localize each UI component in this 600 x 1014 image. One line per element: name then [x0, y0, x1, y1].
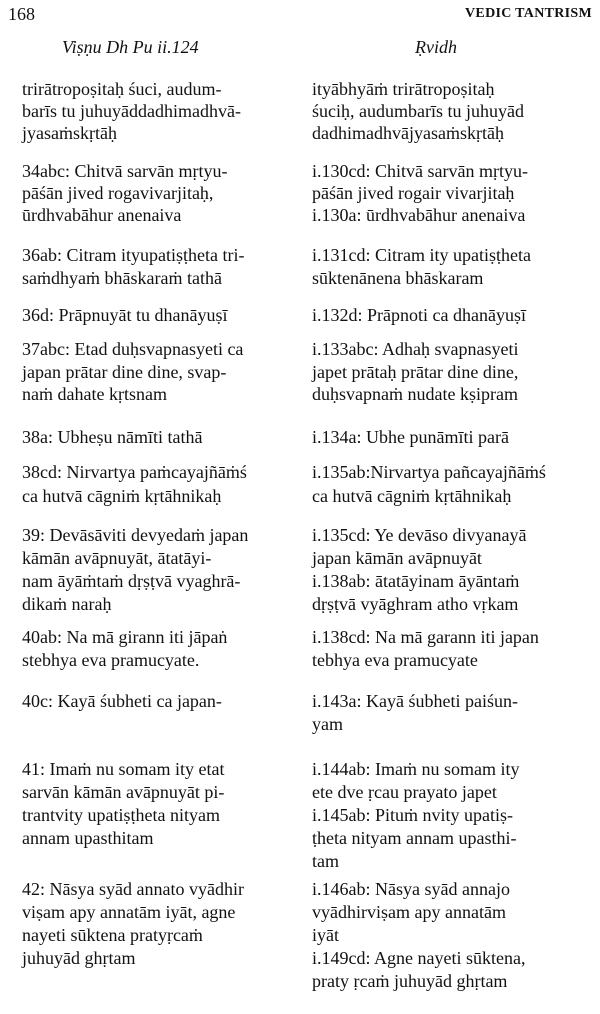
right-line: i.146ab: Nāsya syād annajo	[312, 879, 510, 899]
left-line: saṁdhyaṁ bhāskaraṁ tathā	[22, 268, 222, 288]
left-cell	[22, 758, 224, 850]
right-line: i.144ab: Imaṁ nu somam ity	[312, 759, 520, 779]
right-column-heading: Ṛvidh	[415, 37, 457, 57]
left-line: 39: Devāsāviti devyedaṁ japan	[22, 525, 249, 545]
left-cell	[22, 524, 248, 616]
left-line: 37abc: Etad duḥsvapnasyeti ca	[22, 339, 244, 359]
right-line: japan kāmān avāpnuyāt	[312, 548, 482, 568]
left-line: pāśān jived rogavivarjitaḥ,	[22, 183, 214, 204]
right-line: i.134a: Ubhe punāmīti parā	[312, 427, 509, 447]
left-line: juhuyād ghṛtam	[22, 948, 136, 968]
left-line: 36d: Prāpnuyāt tu dhanāyuṣī	[22, 305, 228, 325]
left-line: 38a: Ubheṣu nāmīti tathā	[22, 427, 203, 447]
right-cell	[312, 690, 518, 736]
right-cell	[312, 304, 526, 326]
right-line: i.130a: ūrdhvabāhur anenaiva	[312, 205, 526, 226]
right-line: pāśān jived rogair vivarjitaḥ	[312, 183, 515, 204]
right-line: ṭheta nityam annam upasthi-	[312, 828, 517, 848]
left-line: naṁ dahate kṛtsnam	[22, 384, 167, 405]
right-cell	[312, 244, 531, 290]
left-line: ūrdhvabāhur anenaiva	[22, 205, 182, 226]
left-line: barīs tu juhuyāddadhimadhvā-	[22, 101, 241, 122]
left-cell	[22, 78, 241, 145]
right-line: vyādhirviṣam apy annatām	[312, 902, 506, 922]
left-line: japan prātar dine dine, svap-	[22, 361, 227, 382]
left-line: dikaṁ naraḥ	[22, 594, 112, 614]
left-line: 36ab: Citram ityupatiṣṭheta tri-	[22, 245, 245, 265]
right-line: śuciḥ, audumbarīs tu juhuyād	[312, 101, 524, 122]
right-line: i.135ab:Nirvartya pañcayajñāṁś	[312, 462, 546, 482]
page-number: 168	[8, 4, 35, 24]
right-line: praty ṛcaṁ juhuyād ghṛtam	[312, 971, 508, 991]
running-title: VEDIC TANTRISM	[465, 6, 592, 21]
left-column-heading: Viṣṇu Dh Pu ii.124	[62, 37, 199, 57]
right-cell	[312, 758, 519, 873]
left-line: jyasaṁskṛtāḥ	[22, 123, 117, 144]
right-cell	[312, 460, 546, 508]
left-line: nam āyāṁtaṁ dṛṣṭvā vyaghrā-	[22, 571, 241, 591]
left-line: 40c: Kayā śubheti ca japan-	[22, 691, 222, 711]
right-line: i.132d: Prāpnoti ca dhanāyuṣī	[312, 305, 526, 325]
right-line: i.138ab: ātatāyinam āyāntaṁ	[312, 571, 520, 591]
left-line: nayeti sūktena pratyṛcaṁ	[22, 925, 203, 945]
right-line: iyāt	[312, 925, 339, 945]
right-line: ityābhyāṁ trirātropoṣitaḥ	[312, 79, 495, 99]
right-line: i.143a: Kayā śubheti paiśun-	[312, 691, 518, 711]
right-line: i.145ab: Pituṁ nvity upatiṣ-	[312, 805, 513, 825]
left-line: viṣam apy annatām iyāt, agne	[22, 902, 236, 922]
left-line: 41: Imaṁ nu somam ity etat	[22, 759, 225, 779]
left-cell	[22, 690, 222, 713]
right-line: i.130cd: Chitvā sarvān mṛtyu-	[312, 161, 528, 181]
right-line: sūktenānena bhāskaram	[312, 268, 484, 288]
left-line: stebhya eva pramucyate.	[22, 650, 200, 670]
right-cell	[312, 338, 518, 406]
right-line: i.138cd: Na mā garann iti japan	[312, 627, 539, 647]
right-line: dadhimadhvājyasaṁskṛtāḥ	[312, 123, 504, 144]
left-line: 34abc: Chitvā sarvān mṛtyu-	[22, 161, 228, 181]
left-cell	[22, 338, 243, 406]
left-line: kāmān avāpnuyāt, ātatāyi-	[22, 548, 212, 568]
right-line: tebhya eva pramucyate	[312, 650, 478, 670]
left-line: ca hutvā cāgniṁ kṛtāhnikaḥ	[22, 486, 222, 506]
right-cell	[312, 626, 539, 672]
left-line: annam upasthitam	[22, 828, 154, 848]
left-line: trantvity upatiṣṭheta nityam	[22, 805, 220, 825]
right-line: i.135cd: Ye devāso divyanayā	[312, 525, 527, 545]
left-line: 42: Nāsya syād annato vyādhir	[22, 879, 244, 899]
left-cell	[22, 426, 202, 448]
left-line: sarvān kāmān avāpnuyāt pi-	[22, 782, 225, 802]
right-line: dṛṣṭvā vyāghram atho vṛkam	[312, 594, 519, 614]
right-line: tam	[312, 851, 339, 871]
left-cell	[22, 304, 227, 326]
left-line: trirātropoṣitaḥ śuci, audum-	[22, 79, 222, 99]
right-line: ca hutvā cāgniṁ kṛtāhnikaḥ	[312, 486, 512, 506]
right-cell	[312, 78, 524, 145]
right-cell	[312, 426, 509, 448]
right-line: japet prātaḥ prātar dine dine,	[312, 361, 519, 382]
right-line: ete dve ṛcau prayato japet	[312, 782, 497, 802]
left-line: 38cd: Nirvartya paṁcayajñāṁś	[22, 462, 247, 482]
right-line: i.133abc: Adhaḥ svapnasyeti	[312, 339, 519, 359]
left-cell	[22, 626, 227, 672]
left-cell	[22, 460, 247, 508]
left-line: 40ab: Na mā girann iti jāpaṅ	[22, 627, 228, 647]
right-cell	[312, 160, 528, 227]
right-line: i.149cd: Agne nayeti sūktena,	[312, 948, 526, 968]
right-line: i.131cd: Citram ity upatiṣṭheta	[312, 245, 531, 265]
right-cell	[312, 878, 525, 993]
right-line: yam	[312, 714, 343, 734]
left-cell	[22, 160, 227, 227]
right-line: duḥsvapnaṁ nudate kṣipram	[312, 384, 518, 405]
right-cell	[312, 524, 526, 616]
left-cell	[22, 878, 244, 970]
left-cell	[22, 244, 244, 290]
